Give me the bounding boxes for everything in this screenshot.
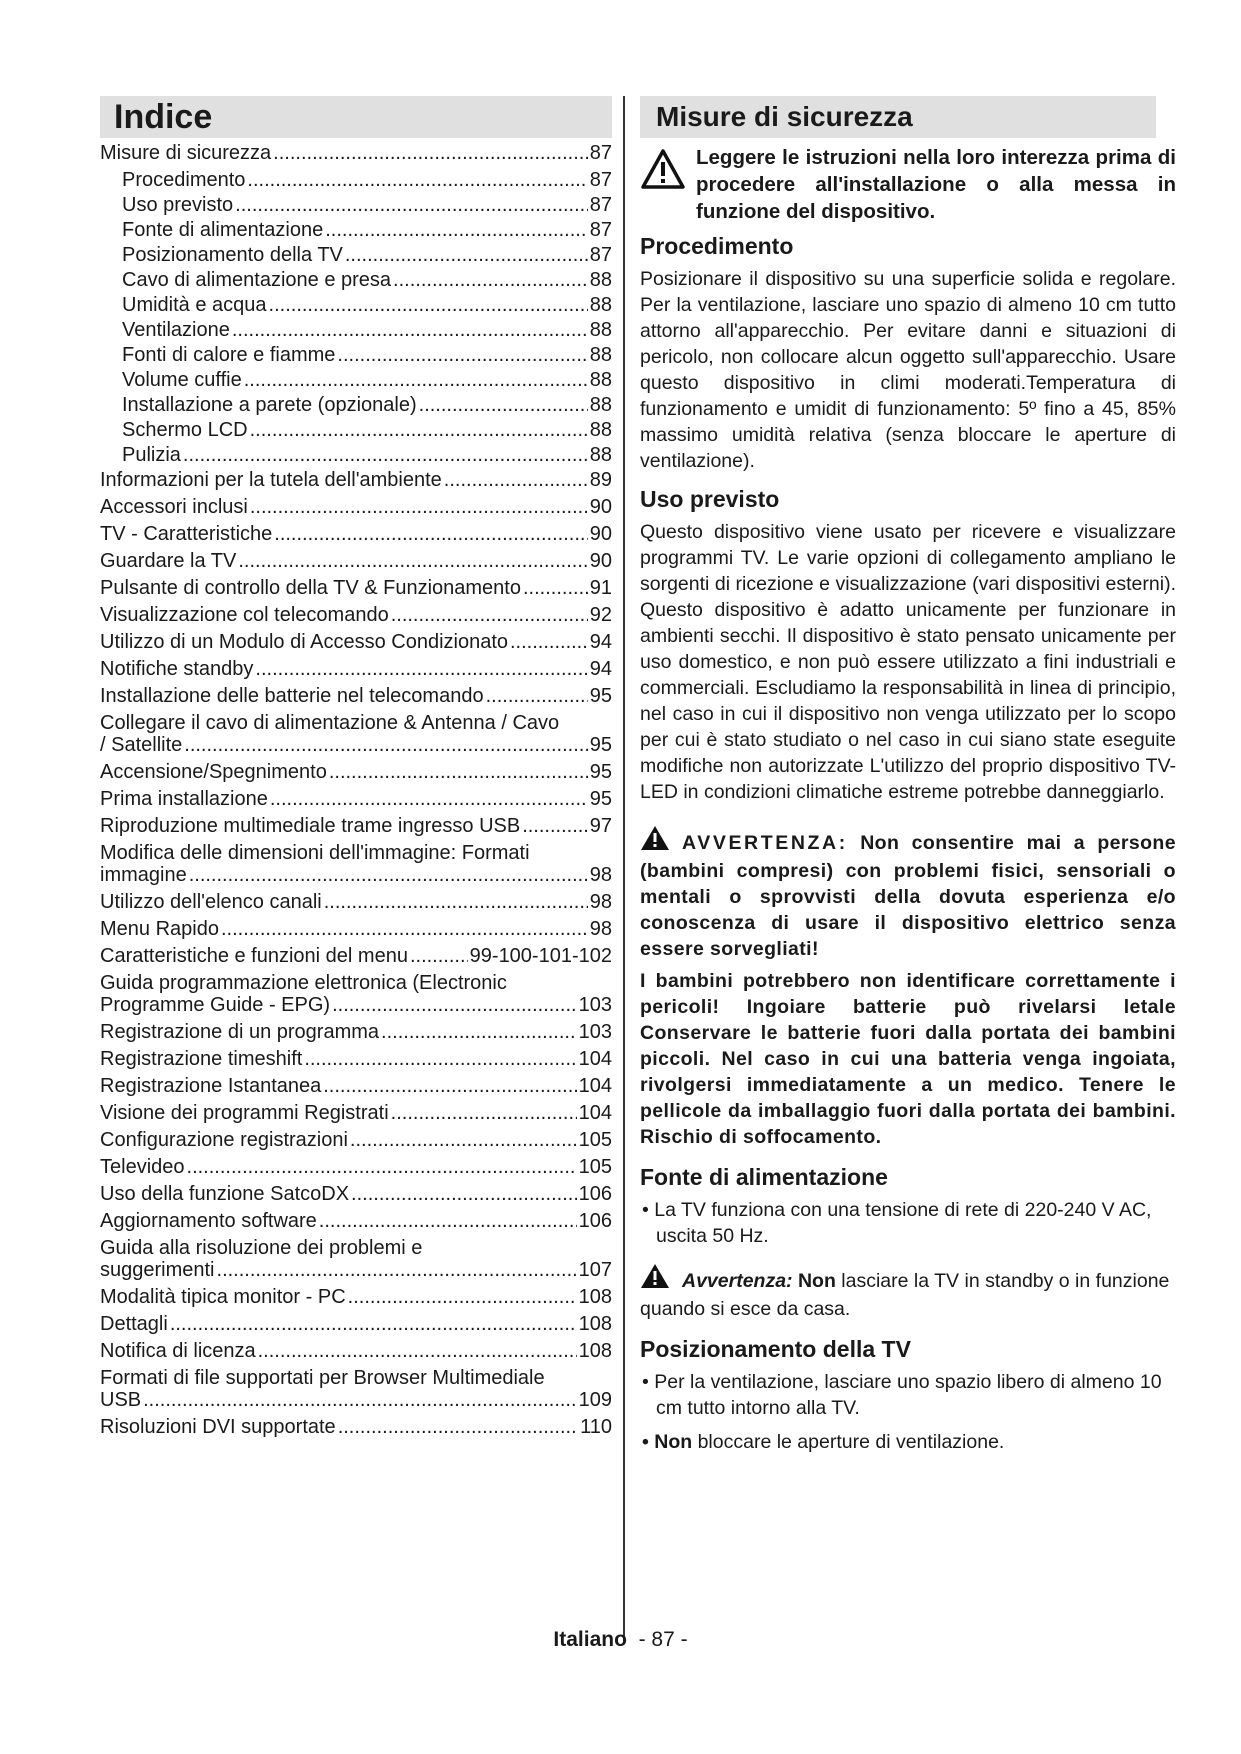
toc-label: Visualizzazione col telecomando — [100, 604, 389, 626]
toc-page-number: 110 — [580, 1416, 612, 1438]
toc-entry — [100, 891, 612, 913]
toc-label: Volume cuffie — [122, 369, 242, 391]
toc-label: Installazione delle batterie nel telecomando — [100, 685, 484, 707]
toc-page-number: 92 — [589, 604, 612, 626]
toc-leader-dots — [247, 169, 587, 191]
toc-leader-dots — [187, 1156, 577, 1178]
toc-label: Formati di file supportati per Browser Multimediale — [100, 1367, 545, 1389]
toc-entry — [100, 169, 612, 191]
toc-entry — [100, 1340, 612, 1362]
safety-column — [640, 96, 1176, 1455]
avvertenza-text-1: Non consentire mai a persone (bambini compresi) con problemi fisici, sensoriali o mentali o sprovvisti della dovuta esperienza e/o conoscenza di usare il dispositivo elettrico senza essere sorvegliati! — [640, 832, 1176, 960]
warning-filled-icon-2 — [640, 1263, 670, 1296]
toc-entry — [100, 918, 612, 940]
toc-label: Misure di sicurezza — [100, 142, 272, 164]
toc-entry — [100, 444, 612, 466]
toc-leader-dots — [410, 945, 468, 967]
toc-entry — [100, 945, 612, 967]
toc-leader-dots — [269, 294, 588, 316]
toc-label: Uso della funzione SatcoDX — [100, 1183, 350, 1205]
toc-page-number: 98 — [589, 864, 612, 886]
toc-label: Guida alla risoluzione dei problemi e — [100, 1237, 423, 1259]
toc-label: Aggiornamento software — [100, 1210, 317, 1232]
toc-label: Utilizzo dell'elenco canali — [100, 891, 322, 913]
toc-leader-dots — [273, 142, 588, 164]
toc-page-number: 108 — [578, 1340, 612, 1362]
toc-label: Notifiche standby — [100, 658, 254, 680]
toc-entry — [100, 761, 612, 783]
toc-entry — [100, 972, 612, 1016]
toc-leader-dots — [189, 864, 588, 886]
toc-label: Modalità tipica monitor - PC — [100, 1286, 346, 1308]
toc-entry — [100, 1048, 612, 1070]
toc-page-number: 104 — [578, 1048, 612, 1070]
toc-page-number: 88 — [589, 319, 612, 341]
toc-page-number: 98 — [589, 918, 612, 940]
toc-entry — [100, 319, 612, 341]
text-uso-previsto: Questo dispositivo viene usato per ricevere e visualizzare programmi TV. Le varie opzioni di collegamento ampliano le sorgenti di ricezione e visualizzazione (vari dispositivi esterni). Questo dispositivo è adatto unicamente per funzionare in ambienti secchi. Il dispositivo è stato pensato unicamente per uso domestico, e non può essere utilizzato a fini industriali e commerciali. Escludiamo la responsabilità in linea di principio, nel caso in cui il dispositivo non venga utilizzato per lo scopo per cui è stato studiato o nel caso in cui siano state eseguite modifiche non autorizzate L'utilizzo del proprio dispositivo TV-LED in condizioni climatiche estreme potrebbe danneggiarlo. — [640, 521, 1176, 803]
toc-page-number: 104 — [578, 1075, 612, 1097]
toc-page-number: 104 — [578, 1102, 612, 1124]
bullet-posizionamento-1: • Per la ventilazione, lasciare uno spazio libero di almeno 10 cm tutto intorno alla TV. — [642, 1371, 1162, 1419]
toc-entry — [100, 1075, 612, 1097]
toc-page-number: 91 — [589, 577, 612, 599]
toc-label: TV - Caratteristiche — [100, 523, 273, 545]
toc-entry — [100, 219, 612, 241]
toc-page-number: 90 — [589, 496, 612, 518]
toc-label-cont: USB — [100, 1389, 142, 1411]
toc-page-number: 107 — [578, 1259, 612, 1281]
toc-entry — [100, 469, 612, 491]
toc-label-cont: Programme Guide - EPG) — [100, 994, 331, 1016]
toc-page-number: 88 — [589, 269, 612, 291]
toc-entry — [100, 577, 612, 599]
toc-page-number: 95 — [589, 761, 612, 783]
toc-entry — [100, 419, 612, 441]
toc-label: Riproduzione multimediale trame ingresso USB — [100, 815, 521, 837]
toc-page-number: 90 — [589, 550, 612, 572]
toc-leader-dots — [323, 1075, 576, 1097]
bullet-2-bold: • Non — [642, 1431, 693, 1453]
column-divider — [623, 96, 625, 1644]
toc-entry — [100, 604, 612, 626]
heading-uso-previsto: Uso previsto — [640, 486, 780, 512]
toc-leader-dots — [332, 994, 577, 1016]
toc-label-cont: / Satellite — [100, 734, 183, 756]
toc-label: Utilizzo di un Modulo di Accesso Condizionato — [100, 631, 508, 653]
toc-page-number: 87 — [589, 219, 612, 241]
footer-language: Italiano — [553, 1628, 627, 1651]
toc-label: Televideo — [100, 1156, 185, 1178]
toc-label: Procedimento — [122, 169, 246, 191]
toc-leader-dots — [391, 1102, 577, 1124]
toc-page-number: 88 — [589, 294, 612, 316]
toc-leader-dots — [381, 1021, 577, 1043]
heading-fonte: Fonte di alimentazione — [640, 1164, 888, 1190]
toc-label: Menu Rapido — [100, 918, 219, 940]
toc-page-number: 99-100-101-102 — [469, 945, 612, 967]
toc-label-cont: suggerimenti — [100, 1259, 215, 1281]
toc-leader-dots — [255, 658, 587, 680]
toc-entry — [100, 1416, 612, 1438]
toc-entry — [100, 1313, 612, 1335]
toc-entry — [100, 369, 612, 391]
bullet-fonte: • La TV funziona con una tensione di rete di 220-240 V AC, uscita 50 Hz. — [642, 1199, 1152, 1247]
toc-label: Registrazione Istantanea — [100, 1075, 322, 1097]
toc-page-number: 88 — [589, 444, 612, 466]
toc-leader-dots — [522, 815, 588, 837]
toc-entry — [100, 1286, 612, 1308]
toc-page-number: 106 — [578, 1183, 612, 1205]
toc-entry — [100, 1237, 612, 1281]
toc-entry — [100, 658, 612, 680]
toc-entry — [100, 344, 612, 366]
toc-page-number: 109 — [578, 1389, 612, 1411]
toc-label: Accensione/Spegnimento — [100, 761, 327, 783]
toc-leader-dots — [238, 550, 587, 572]
toc-label: Installazione a parete (opzionale) — [122, 394, 417, 416]
toc-leader-dots — [419, 394, 588, 416]
fonte-warning — [640, 1263, 1176, 1322]
heading-posizionamento: Posizionamento della TV — [640, 1336, 911, 1362]
fonte-warn-bold: Non — [797, 1270, 836, 1292]
toc-leader-dots — [350, 1129, 577, 1151]
toc-page-number: 94 — [589, 631, 612, 653]
toc-page-number: 95 — [589, 734, 612, 756]
toc-label-cont: immagine — [100, 864, 187, 886]
toc-page-number: 95 — [589, 788, 612, 810]
toc-leader-dots — [270, 788, 588, 810]
toc-leader-dots — [351, 1183, 577, 1205]
warning-filled-icon — [640, 825, 670, 858]
toc-label: Pulsante di controllo della TV & Funzionamento — [100, 577, 521, 599]
toc-page-number: 97 — [589, 815, 612, 837]
toc-label: Uso previsto — [122, 194, 234, 216]
toc-page-number: 105 — [578, 1129, 612, 1151]
toc-leader-dots — [510, 631, 588, 653]
toc-label: Caratteristiche e funzioni del menu — [100, 945, 408, 967]
toc-leader-dots — [345, 244, 588, 266]
toc-label: Registrazione timeshift — [100, 1048, 303, 1070]
toc-page-number: 103 — [578, 994, 612, 1016]
index-column — [100, 96, 612, 1443]
toc-leader-dots — [444, 469, 588, 491]
toc-entry — [100, 496, 612, 518]
heading-procedimento: Procedimento — [640, 233, 794, 259]
toc-entry — [100, 685, 612, 707]
toc-leader-dots — [232, 319, 588, 341]
toc-entry — [100, 394, 612, 416]
toc-page-number: 98 — [589, 891, 612, 913]
toc-page-number: 88 — [589, 419, 612, 441]
toc-entry — [100, 523, 612, 545]
toc-label: Prima installazione — [100, 788, 268, 810]
toc-page-number: 106 — [578, 1210, 612, 1232]
toc-label: Risoluzioni DVI supportate — [100, 1416, 336, 1438]
toc-label: Visione dei programmi Registrati — [100, 1102, 389, 1124]
toc-leader-dots — [393, 269, 588, 291]
toc-entry — [100, 244, 612, 266]
toc-entry — [100, 1210, 612, 1232]
safety-title: Misure di sicurezza — [640, 96, 1156, 138]
toc-entry — [100, 1156, 612, 1178]
toc-label: Ventilazione — [122, 319, 230, 341]
page-footer — [0, 1628, 1241, 1652]
toc-page-number: 88 — [589, 344, 612, 366]
toc-leader-dots — [338, 1416, 578, 1438]
toc-entry — [100, 1367, 612, 1411]
toc-entry — [100, 294, 612, 316]
toc-leader-dots — [274, 523, 587, 545]
toc-label: Accessori inclusi — [100, 496, 248, 518]
toc-leader-dots — [170, 1313, 577, 1335]
avvertenza-label: AVVERTENZA: — [682, 832, 848, 854]
toc-page-number: 89 — [589, 469, 612, 491]
toc-entry — [100, 631, 612, 653]
toc-leader-dots — [348, 1286, 577, 1308]
toc-label: Configurazione registrazioni — [100, 1129, 348, 1151]
toc-entry — [100, 815, 612, 837]
toc-page-number: 95 — [589, 685, 612, 707]
toc-leader-dots — [183, 444, 588, 466]
toc-page-number: 90 — [589, 523, 612, 545]
avvertenza-text-2: I bambini potrebbero non identificare correttamente i pericoli! Ingoiare batterie può rivelarsi letale Conservare le batterie fuori dalla portata dei bambini piccoli. Nel caso in cui una batteria venga ingoiata, rivolgersi immediatamente a un medico. Tenere le pellicole da imballaggio fuori dalla portata dei bambini. Rischio di soffocamento. — [640, 970, 1176, 1148]
avvertenza-block — [640, 825, 1176, 962]
fonte-warn-text: lasciare la TV in standby o in funzione quando si esce da casa. — [640, 1270, 1170, 1320]
intro-warning-text: Leggere le istruzioni nella loro interezza prima di procedere all'installazione o alla messa in funzione del dispositivo. — [696, 146, 1176, 223]
fonte-warn-label: Avvertenza: — [682, 1270, 793, 1292]
toc-label: Guida programmazione elettronica (Electronic — [100, 972, 507, 994]
warning-triangle-icon — [640, 148, 696, 195]
toc-leader-dots — [337, 344, 587, 366]
toc-page-number: 108 — [578, 1313, 612, 1335]
toc-entry — [100, 1129, 612, 1151]
toc-label: Collegare il cavo di alimentazione & Antenna / Cavo — [100, 712, 560, 734]
bullet-2-text: bloccare le aperture di ventilazione. — [697, 1431, 1005, 1453]
index-title: Indice — [100, 96, 612, 138]
toc-leader-dots — [324, 891, 588, 913]
toc-entry — [100, 1183, 612, 1205]
toc-leader-dots — [319, 1210, 577, 1232]
toc-leader-dots — [184, 734, 587, 756]
toc-entry — [100, 1021, 612, 1043]
toc-page-number: 87 — [589, 194, 612, 216]
toc-leader-dots — [250, 419, 588, 441]
toc-leader-dots — [143, 1389, 577, 1411]
toc-page-number: 105 — [578, 1156, 612, 1178]
intro-warning — [640, 144, 1176, 225]
toc-label: Schermo LCD — [122, 419, 248, 441]
toc-page-number: 88 — [589, 394, 612, 416]
toc-page-number: 103 — [578, 1021, 612, 1043]
toc-page-number: 87 — [589, 142, 612, 164]
toc-label: Registrazione di un programma — [100, 1021, 380, 1043]
toc-label: Informazioni per la tutela dell'ambiente — [100, 469, 442, 491]
toc-leader-dots — [325, 219, 588, 241]
toc-label: Modifica delle dimensioni dell'immagine: Formati — [100, 842, 530, 864]
toc-leader-dots — [221, 918, 588, 940]
footer-page-number: - 87 - — [638, 1628, 688, 1651]
toc-label: Fonte di alimentazione — [122, 219, 324, 241]
toc-leader-dots — [250, 496, 588, 518]
toc-leader-dots — [329, 761, 588, 783]
toc-leader-dots — [244, 369, 588, 391]
toc-entry — [100, 1102, 612, 1124]
toc-label: Umidità e acqua — [122, 294, 267, 316]
toc-label: Pulizia — [122, 444, 181, 466]
toc-label: Guardare la TV — [100, 550, 237, 572]
toc-label: Cavo di alimentazione e presa — [122, 269, 392, 291]
toc-label: Posizionamento della TV — [122, 244, 343, 266]
toc-leader-dots — [304, 1048, 576, 1070]
toc-page-number: 87 — [589, 244, 612, 266]
toc-entry — [100, 142, 612, 164]
toc-leader-dots — [217, 1259, 577, 1281]
toc-entry — [100, 712, 612, 756]
toc-leader-dots — [258, 1340, 577, 1362]
toc-entry — [100, 550, 612, 572]
toc-label: Fonti di calore e fiamme — [122, 344, 336, 366]
toc-label: Dettagli — [100, 1313, 168, 1335]
text-procedimento: Posizionare il dispositivo su una superficie solida e regolare. Per la ventilazione, lasciare uno spazio di almeno 10 cm tutto attorno all'apparecchio. Per evitare danni e situazioni di pericolo, non collocare alcun oggetto sull'apparecchio. Usare questo dispositivo in climi moderati.Temperatura di funzionamento e umidit di funzionamento: 5º fino a 45, 85% massimo umidità relativa (senza bloccare le aperture di ventilazione). — [640, 268, 1176, 472]
toc-label: Notifica di licenza — [100, 1340, 256, 1362]
toc-page-number: 88 — [589, 369, 612, 391]
table-of-contents — [100, 142, 612, 1438]
toc-leader-dots — [235, 194, 588, 216]
toc-entry — [100, 842, 612, 886]
toc-leader-dots — [523, 577, 588, 599]
toc-page-number: 87 — [589, 169, 612, 191]
toc-entry — [100, 788, 612, 810]
bullet-posizionamento-2 — [640, 1429, 1176, 1455]
toc-leader-dots — [391, 604, 588, 626]
toc-page-number: 94 — [589, 658, 612, 680]
toc-page-number: 108 — [578, 1286, 612, 1308]
toc-leader-dots — [486, 685, 588, 707]
toc-entry — [100, 194, 612, 216]
toc-entry — [100, 269, 612, 291]
